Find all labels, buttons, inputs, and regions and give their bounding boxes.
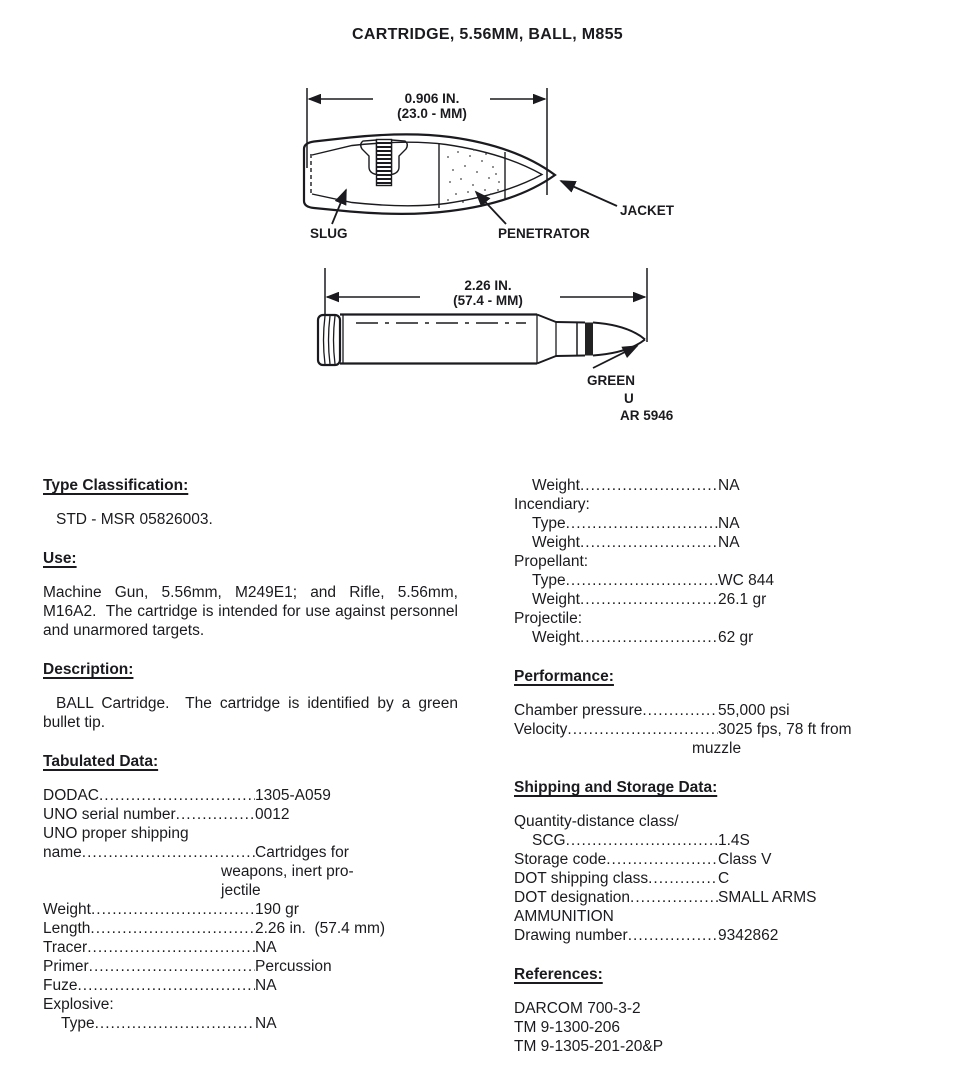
cartridge-case (318, 315, 585, 366)
row-label: Velocity (514, 721, 568, 738)
row-value: 1305-A059 (255, 787, 331, 804)
dimension-text-mm: (57.4 - MM) (453, 293, 523, 308)
left-column (43, 476, 463, 1033)
row-leader (514, 514, 718, 533)
row-leader (514, 926, 718, 945)
row-value: Cartridges for (255, 844, 349, 861)
bullet-cross-section-figure (258, 82, 708, 252)
data-row (43, 976, 458, 995)
performance-rows (514, 701, 934, 758)
heading-performance: Performance: (514, 668, 614, 685)
row-value: Class V (718, 851, 772, 868)
dot-leader (580, 590, 718, 609)
dot-leader (566, 514, 718, 533)
figure-callouts (310, 181, 675, 241)
row-leader (514, 533, 718, 552)
reference-item: DARCOM 700-3-2 (514, 1000, 641, 1017)
shipping-storage-rows (514, 812, 934, 945)
row-value: 9342862 (718, 927, 779, 944)
data-row: muzzle (692, 740, 742, 757)
row-leader (43, 1014, 255, 1033)
dot-leader (630, 888, 718, 907)
dot-leader (648, 869, 718, 888)
row-leader (43, 786, 255, 805)
type-classification-body: STD - MSR 05826003. (56, 511, 213, 528)
data-row (514, 590, 934, 609)
data-row (514, 850, 934, 869)
row-label: Weight (532, 591, 580, 608)
heading-shipping-storage: Shipping and Storage Data: (514, 779, 718, 796)
dot-leader (580, 628, 718, 647)
row-value: 3025 fps, 78 ft from (718, 721, 852, 738)
data-row: Propellant: (514, 553, 589, 570)
row-value: WC 844 (718, 572, 774, 589)
row-label: Length (43, 920, 91, 937)
row-label: DOT designation (514, 889, 631, 906)
row-leader (43, 805, 255, 824)
dot-leader (82, 843, 255, 862)
figure-note-ar: AR 5946 (620, 408, 674, 423)
green-tip-label: GREEN (587, 373, 636, 388)
data-row (514, 888, 934, 907)
row-value: 26.1 gr (718, 591, 767, 608)
row-value: SMALL ARMS (718, 889, 817, 906)
reference-item: TM 9-1300-206 (514, 1019, 620, 1036)
reference-item: TM 9-1305-201-20&P (514, 1038, 664, 1055)
row-label: SCG (532, 832, 566, 849)
row-leader (514, 590, 718, 609)
row-value: 1.4S (718, 832, 750, 849)
row-value: 0012 (255, 806, 290, 823)
data-row (514, 926, 934, 945)
row-label: Weight (532, 477, 580, 494)
row-label: Weight (532, 534, 580, 551)
data-row (43, 957, 458, 976)
data-row (514, 720, 934, 739)
bullet-tip (585, 323, 645, 356)
data-row (43, 938, 458, 957)
data-row: Quantity-distance class/ (514, 813, 679, 830)
dot-leader (176, 805, 255, 824)
row-value: NA (255, 977, 277, 994)
row-value: 62 gr (718, 629, 754, 646)
row-leader (514, 850, 718, 869)
dot-leader (567, 720, 718, 739)
data-row (514, 869, 934, 888)
row-leader (514, 571, 718, 590)
dot-leader (580, 476, 718, 495)
row-label: Type (61, 1015, 95, 1032)
cartridge-figure (298, 262, 693, 434)
row-value: 190 gr (255, 901, 299, 918)
row-value: NA (718, 515, 740, 532)
row-value: NA (255, 939, 277, 956)
row-value: NA (718, 477, 740, 494)
data-row: UNO proper shipping (43, 825, 189, 842)
right-column (514, 476, 934, 1056)
row-value: 55,000 psi (718, 702, 790, 719)
row-label: Fuze (43, 977, 78, 994)
data-row: AMMUNITION (514, 908, 614, 925)
description-body: BALL Cartridge. The cartridge is identified by a green bullet tip. (43, 695, 463, 731)
dot-leader (77, 976, 255, 995)
row-label: Primer (43, 958, 89, 975)
crimp-cannelure (361, 140, 408, 186)
row-leader (43, 900, 255, 919)
dot-leader (91, 900, 255, 919)
dimension-annotation (325, 268, 647, 342)
dot-leader (99, 786, 255, 805)
row-label: name (43, 844, 82, 861)
row-leader (43, 938, 255, 957)
row-value: Percussion (255, 958, 332, 975)
row-leader (514, 831, 718, 850)
row-leader (43, 976, 255, 995)
data-row (514, 831, 934, 850)
row-value: C (718, 870, 730, 887)
row-label: Chamber pressure (514, 702, 643, 719)
row-label: Type (532, 515, 566, 532)
heading-description: Description: (43, 661, 134, 678)
dot-leader (606, 850, 718, 869)
use-body: Machine Gun, 5.56mm, M249E1; and Rifle, 5.56mm, M16A2. The cartridge is intended for use against personnel and unarmored targets. (43, 584, 463, 639)
dot-leader (90, 919, 255, 938)
data-row (514, 533, 934, 552)
data-row: Explosive: (43, 996, 114, 1013)
row-label: Storage code (514, 851, 607, 868)
dimension-text-inches: 0.906 IN. (404, 91, 460, 106)
tabulated-data-rows-right (514, 476, 934, 647)
dot-leader (95, 1014, 255, 1033)
row-label: Weight (43, 901, 91, 918)
heading-use: Use: (43, 550, 77, 567)
dot-leader (628, 926, 718, 945)
row-label: DOT shipping class (514, 870, 649, 887)
row-label: Drawing number (514, 927, 628, 944)
dimension-text-inches: 2.26 IN. (464, 278, 512, 293)
row-leader (514, 888, 718, 907)
data-row (514, 514, 934, 533)
row-value: 2.26 in. (57.4 mm) (255, 920, 386, 937)
data-row (43, 805, 458, 824)
tabulated-data-rows-left (43, 786, 458, 1033)
data-row (514, 628, 934, 647)
heading-type-classification: Type Classification: (43, 477, 189, 494)
dot-leader (580, 533, 718, 552)
row-label: DODAC (43, 787, 99, 804)
dot-leader (87, 938, 255, 957)
slug-label: SLUG (310, 226, 348, 241)
figure-callouts (587, 346, 674, 423)
data-row (43, 1014, 458, 1033)
references-list (514, 999, 934, 1056)
data-row (514, 476, 934, 495)
penetrator-label: PENETRATOR (498, 226, 590, 241)
row-label: Type (532, 572, 566, 589)
jacket-label: JACKET (620, 203, 675, 218)
page-title: CARTRIDGE, 5.56MM, BALL, M855 (352, 26, 623, 43)
data-row: Incendiary: (514, 496, 590, 513)
data-row: weapons, inert pro- (221, 863, 354, 880)
data-row (43, 919, 458, 938)
data-row (514, 701, 934, 720)
dot-leader (566, 831, 718, 850)
dot-leader (642, 701, 718, 720)
dimension-text-mm: (23.0 - MM) (397, 106, 467, 121)
figure-note-u: U (624, 391, 634, 406)
heading-tabulated-data: Tabulated Data: (43, 753, 159, 770)
row-leader (43, 919, 255, 938)
dot-leader (566, 571, 718, 590)
row-label: Weight (532, 629, 580, 646)
row-label: UNO serial number (43, 806, 176, 823)
row-leader (514, 869, 718, 888)
heading-references: References: (514, 966, 603, 983)
penetrator-stipple (447, 149, 500, 203)
row-value: NA (718, 534, 740, 551)
data-row (514, 571, 934, 590)
row-leader (514, 628, 718, 647)
data-row (43, 900, 458, 919)
row-leader (43, 957, 255, 976)
data-row (43, 843, 458, 862)
data-row: jectile (221, 882, 261, 899)
dimension-annotation (307, 88, 547, 195)
row-label: Tracer (43, 939, 88, 956)
row-value: NA (255, 1015, 277, 1032)
data-row: Projectile: (514, 610, 583, 627)
row-leader (43, 843, 255, 862)
row-leader (514, 476, 718, 495)
row-leader (514, 720, 718, 739)
data-row (43, 786, 458, 805)
row-leader (514, 701, 718, 720)
dot-leader (89, 957, 255, 976)
